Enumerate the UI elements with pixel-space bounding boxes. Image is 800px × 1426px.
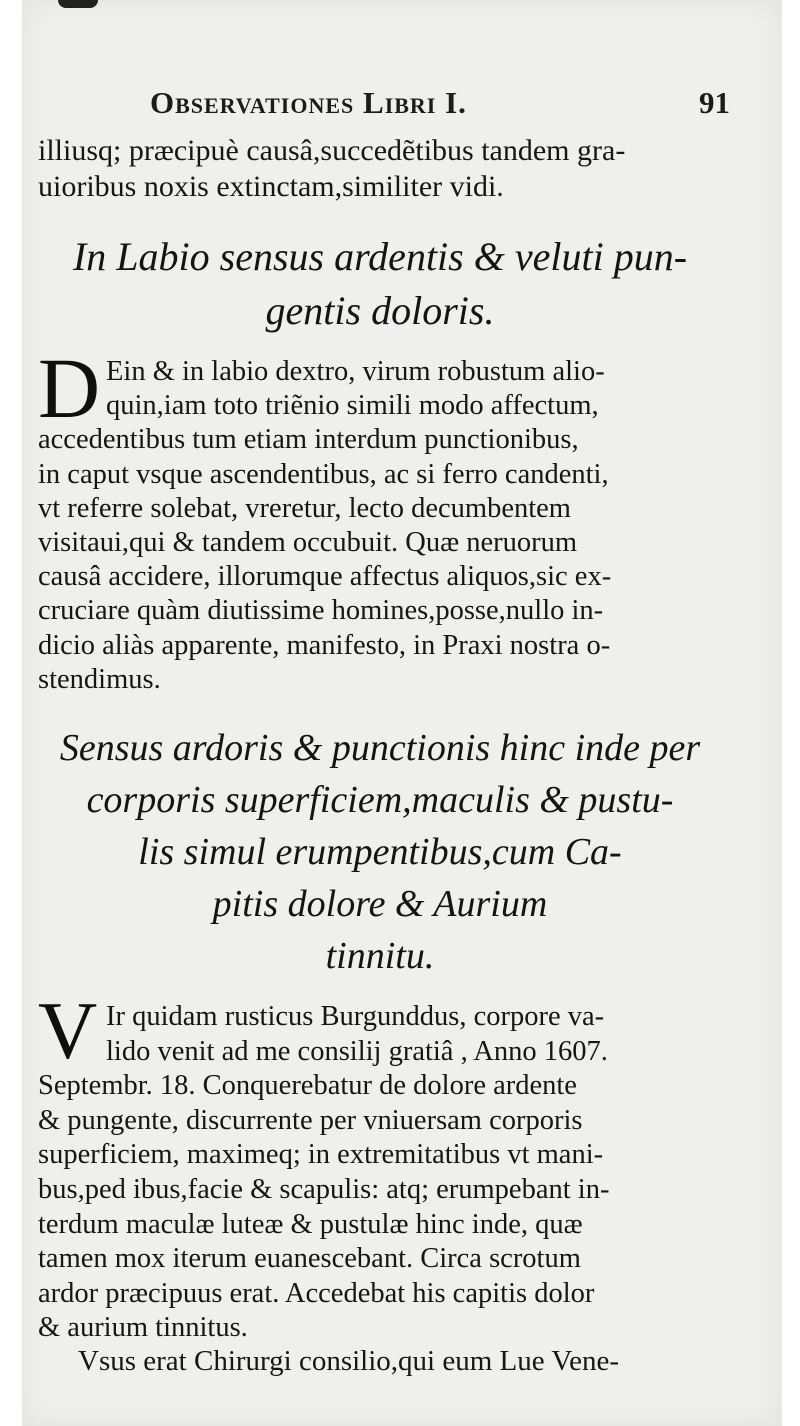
heading-line: lis simul erumpentibus,cum Ca-	[138, 831, 622, 873]
text-line: visitaui,qui & tandem occubuit. Quæ neruorum	[38, 527, 578, 559]
text-line: & pungente, discurrente per vniuersam corporis	[38, 1104, 583, 1136]
text-line: in caput vsque ascendentibus, ac si ferro candenti,	[38, 458, 609, 490]
paragraph-vsus	[38, 1344, 718, 1378]
text-line: lido venit ad me consilij gratiâ , Anno 1607.	[106, 1035, 608, 1067]
text-line: Septembr. 18. Conquerebatur de dolore ardente	[38, 1070, 577, 1102]
text-line: superficiem, maximeq; in extremitatibus vt mani-	[38, 1139, 604, 1171]
text-line: quin,iam toto triẽnio simili modo affectum,	[106, 390, 599, 422]
text-line: terdum maculæ luteæ & pustulæ hinc inde, quæ	[38, 1208, 583, 1240]
text-line: Ir quidam rusticus Burgunddus, corpore va-	[106, 1001, 605, 1032]
heading-line: tinnitu.	[325, 935, 435, 977]
text-line: Ein & in labio dextro, virum robustum alio-	[106, 356, 605, 387]
heading-line: gentis doloris.	[265, 288, 495, 333]
intro-paragraph	[38, 133, 718, 205]
section-heading-labio	[40, 230, 720, 338]
text-line: uioribus noxis extinctam,similiter vidi.	[38, 170, 504, 203]
section-heading-sensus	[40, 722, 720, 982]
heading-line: corporis superficiem,maculis & pustu-	[86, 779, 674, 821]
paragraph-vir	[38, 1000, 718, 1346]
text-line: bus,ped ibus,facie & scapulis: atq; erumpebant in-	[38, 1173, 610, 1205]
text-line: & aurium tinnitus.	[38, 1312, 248, 1344]
drop-cap: V	[38, 985, 98, 1076]
text-line: ardor præcipuus erat. Accedebat his capitis dolor	[38, 1277, 595, 1309]
ink-blot	[58, 0, 98, 8]
heading-line: pitis dolore & Aurium	[212, 883, 548, 925]
text-line: dicio aliàs apparente, manifesto, in Praxi nostra o-	[38, 629, 611, 661]
text-line: causâ accidere, illorumque affectus aliquos,sic ex-	[38, 561, 612, 593]
page-number: 91	[699, 85, 730, 120]
text-line: tamen mox iterum euanescebant. Circa scrotum	[38, 1243, 581, 1275]
paragraph-dein	[38, 355, 718, 697]
text-line: Vsus erat Chirurgi consilio,qui eum Lue Vene-	[78, 1345, 619, 1377]
text-line: accedentibus tum etiam interdum punctionibus,	[38, 424, 579, 456]
text-line: stendimus.	[38, 663, 161, 695]
page-header	[150, 85, 730, 125]
text-line: vt referre solebat, vreretur, lecto decumbentem	[38, 492, 571, 524]
running-title: Observationes Libri I.	[150, 85, 467, 120]
heading-line: In Labio sensus ardentis & veluti pun-	[72, 234, 688, 279]
text-line: cruciare quàm diutissime homines,posse,nullo in-	[38, 595, 604, 627]
text-line: illiusq; præcipuè causâ,succedẽtibus tandem gra-	[38, 134, 626, 167]
heading-line: Sensus ardoris & punctionis hinc inde per	[59, 727, 701, 769]
drop-cap: D	[38, 340, 101, 436]
